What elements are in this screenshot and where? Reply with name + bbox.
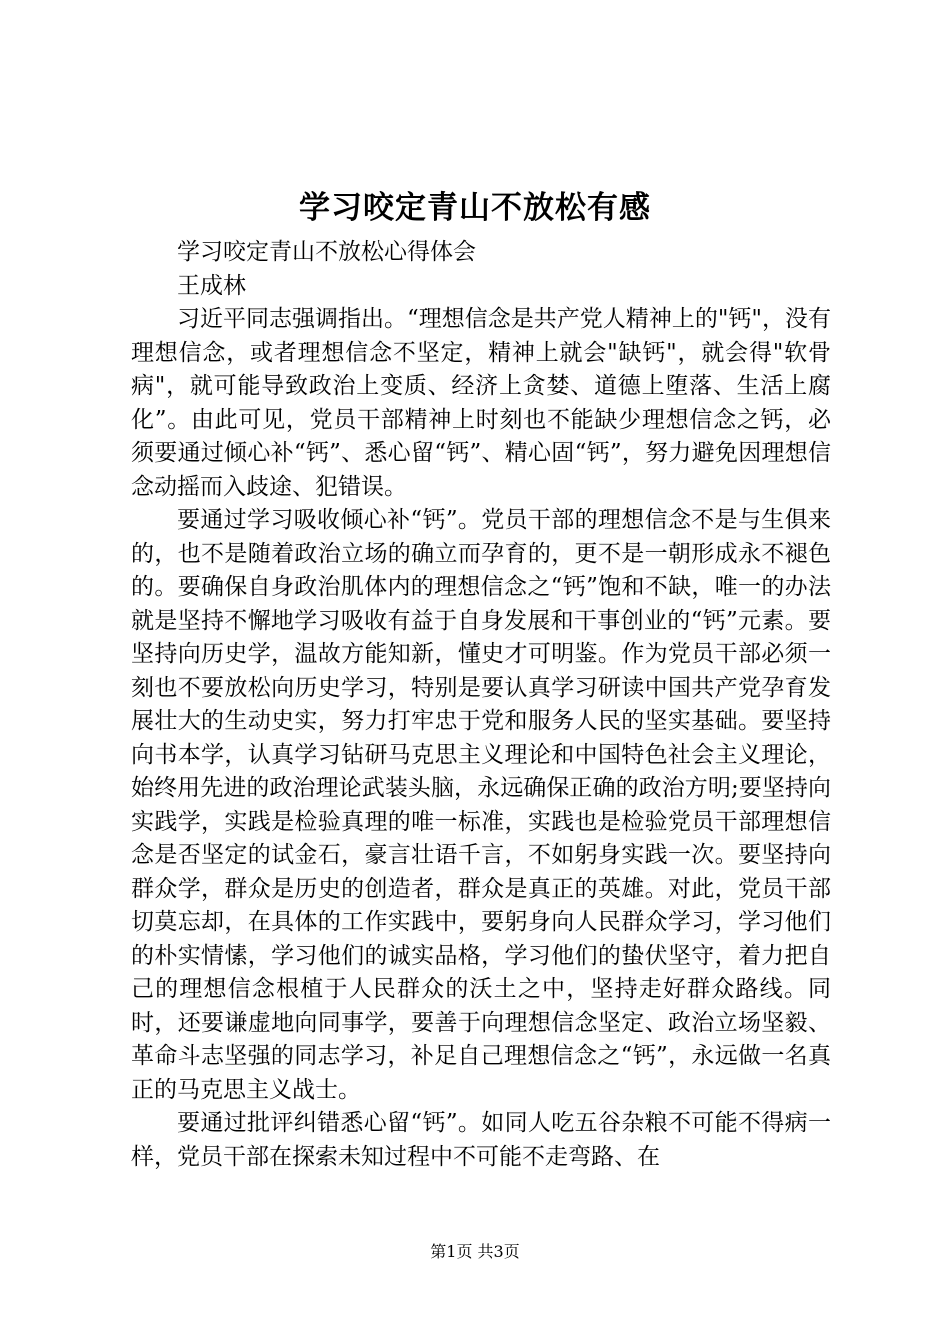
body-paragraph: 习近平同志强调指出。“理想信念是共产党人精神上的"钙"，没有理想信念，或者理想信念不坚定，精神上就会"缺钙"，就会得"软骨病"，就可能导致政治上变质、经济上贪婪、道德上堕落、生活上腐化”。由此可见，党员干部精神上时刻也不能缺少理想信念之钙，必须要通过倾心补“钙”、悉心留“钙”、精心固“钙”，努力避免因理想信念动摇而入歧途、犯错误。 [131, 306, 831, 500]
document-body [131, 236, 831, 1174]
body-paragraph: 要通过批评纠错悉心留“钙”。如同人吃五谷杂粮不可能不得病一样，党员干部在探索未知过程中不可能不走弯路、在 [131, 1110, 831, 1170]
document-author: 王成林 [177, 272, 246, 299]
page-indicator: 第1页 共3页 [430, 1242, 520, 1261]
document-subtitle: 学习咬定青山不放松心得体会 [177, 239, 476, 265]
document-title: 学习咬定青山不放松有感 [299, 190, 651, 226]
body-paragraph: 要通过学习吸收倾心补“钙”。党员干部的理想信念不是与生俱来的，也不是随着政治立场的确立而孕育的，更不是一朝形成永不褪色的。要确保自身政治肌体内的理想信念之“钙”饱和不缺，唯一的办法就是坚持不懈地学习吸收有益于自身发展和干事创业的“钙”元素。要坚持向历史学，温故方能知新，懂史才可明鉴。作为党员干部必须一刻也不要放松向历史学习，特别是要认真学习研读中国共产党孕育发展壮大的生动史实，努力打牢忠于党和服务人民的坚实基础。要坚持向书本学，认真学习钻研马克思主义理论和中国特色社会主义理论，始终用先进的政治理论武装头脑，永远确保正确的政治方明;要坚持向实践学，实践是检验真理的唯一标准，实践也是检验党员干部理想信念是否坚定的试金石，豪言壮语千言，不如躬身实践一次。要坚持向群众学，群众是历史的创造者，群众是真正的英雄。对此，党员干部切莫忘却，在具体的工作实践中，要躬身向人民群众学习，学习他们的朴实情愫，学习他们的诚实品格，学习他们的蛰伏坚守，着力把自己的理想信念根植于人民群众的沃土之中，坚持走好群众路线。同时，还要谦虚地向同事学，要善于向理想信念坚定、政治立场坚毅、革命斗志坚强的同志学习，补足自己理想信念之“钙”，永远做一名真正的马克思主义战士。 [131, 507, 831, 1103]
